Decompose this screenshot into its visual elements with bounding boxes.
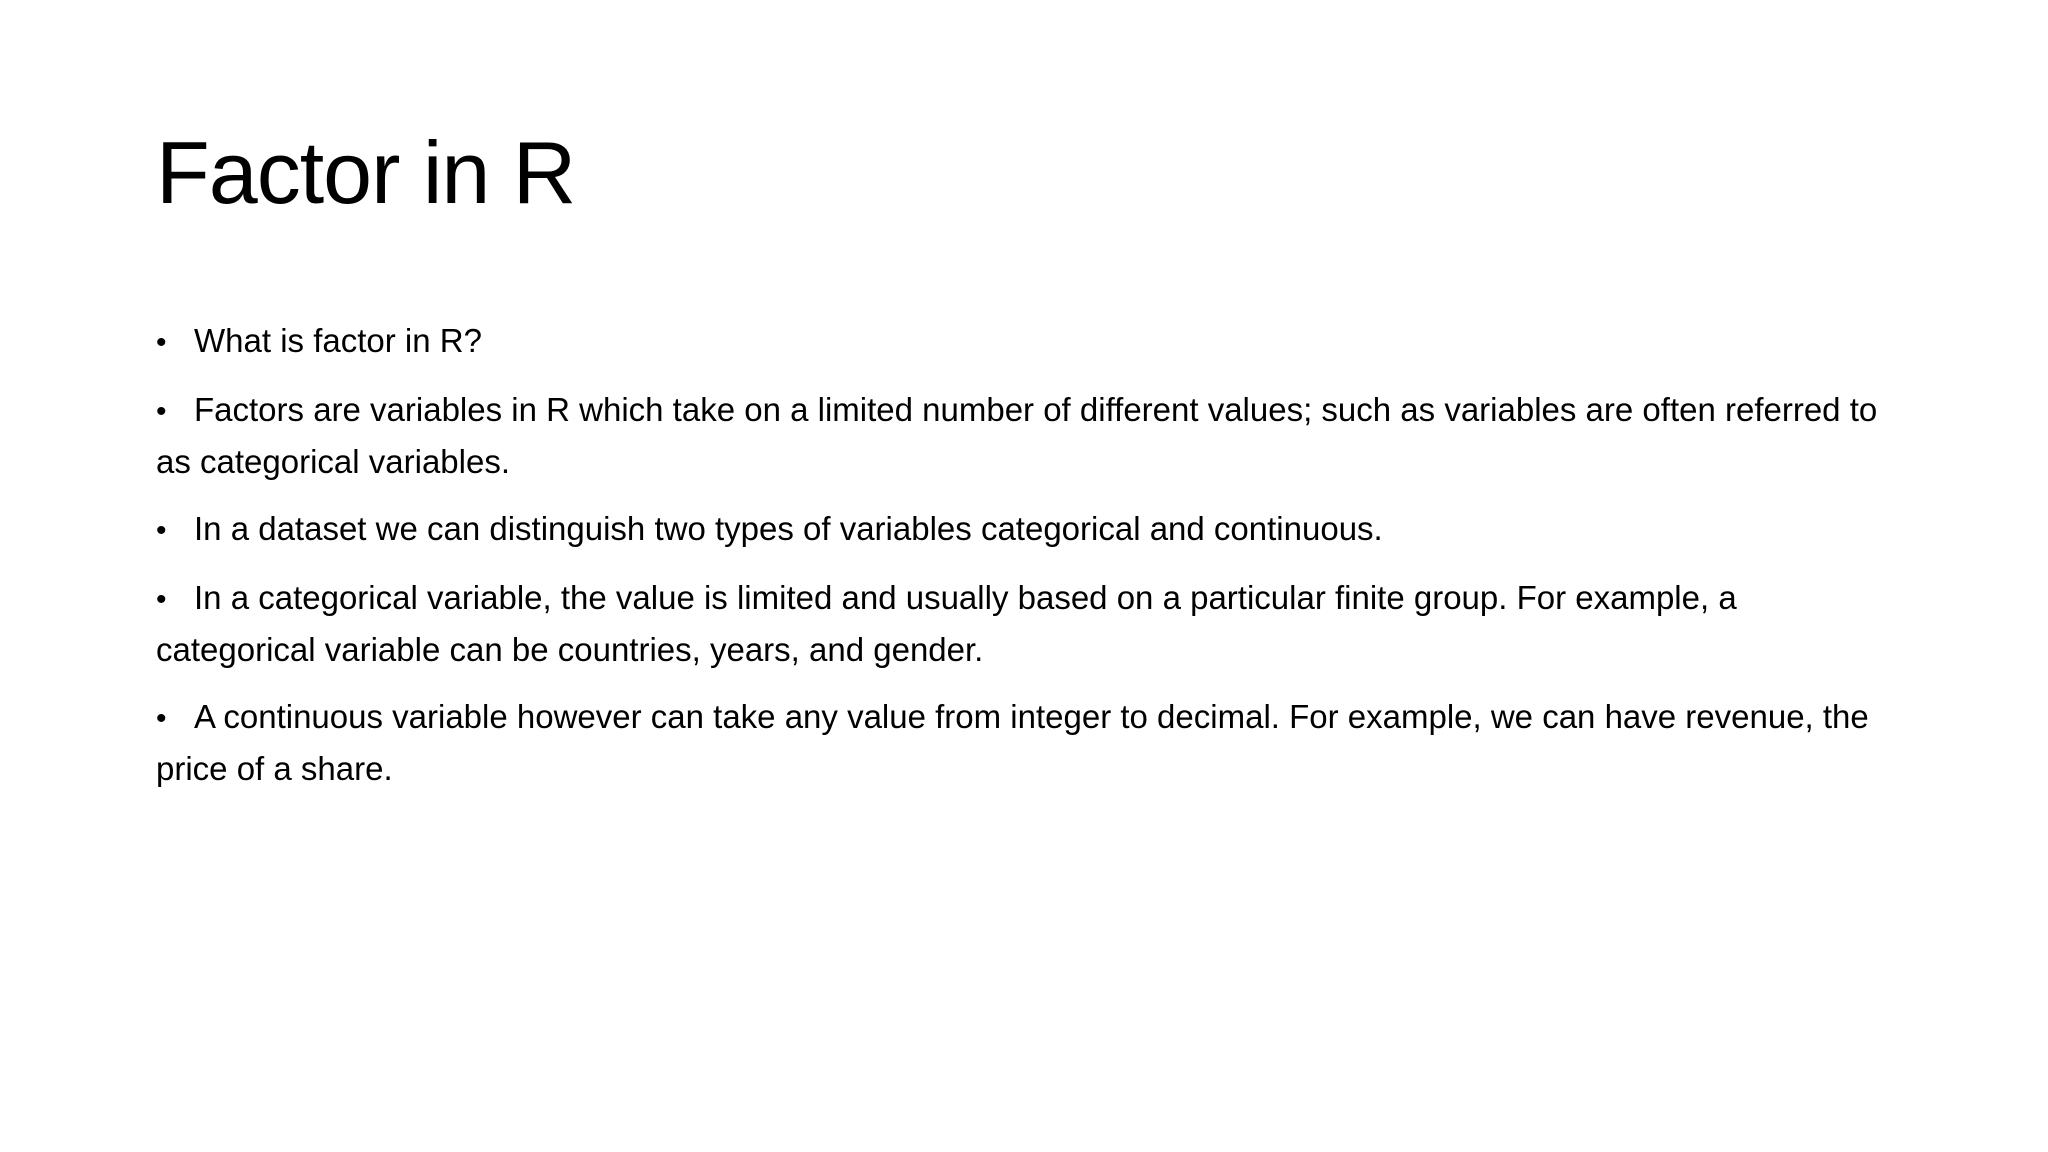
bullet-text: What is factor in R? xyxy=(194,322,482,359)
bullet-item xyxy=(156,573,1896,675)
slide-title: Factor in R xyxy=(156,123,576,222)
bullet-marker: • xyxy=(156,514,167,547)
bullet-item xyxy=(156,316,1896,368)
bullet-item xyxy=(156,504,1896,556)
bullet-marker: • xyxy=(156,326,167,359)
bullet-marker: • xyxy=(156,583,167,616)
bullet-text: A continuous variable however can take any value from integer to decimal. For example, we can have revenue, the price of a share. xyxy=(156,698,1869,787)
bullet-text: In a categorical variable, the value is limited and usually based on a particular finite group. For example, a categorical variable can be countries, years, and gender. xyxy=(156,579,1737,668)
bullet-text: Factors are variables in R which take on a limited number of different values; such as variables are often referred to as categorical variables. xyxy=(156,391,1878,480)
bullet-marker: • xyxy=(156,395,167,428)
bullet-item xyxy=(156,692,1896,794)
bullet-text: In a dataset we can distinguish two types of variables categorical and continuous. xyxy=(194,510,1383,547)
bullet-list xyxy=(156,316,1896,811)
bullet-item xyxy=(156,385,1896,487)
bullet-marker: • xyxy=(156,702,167,735)
